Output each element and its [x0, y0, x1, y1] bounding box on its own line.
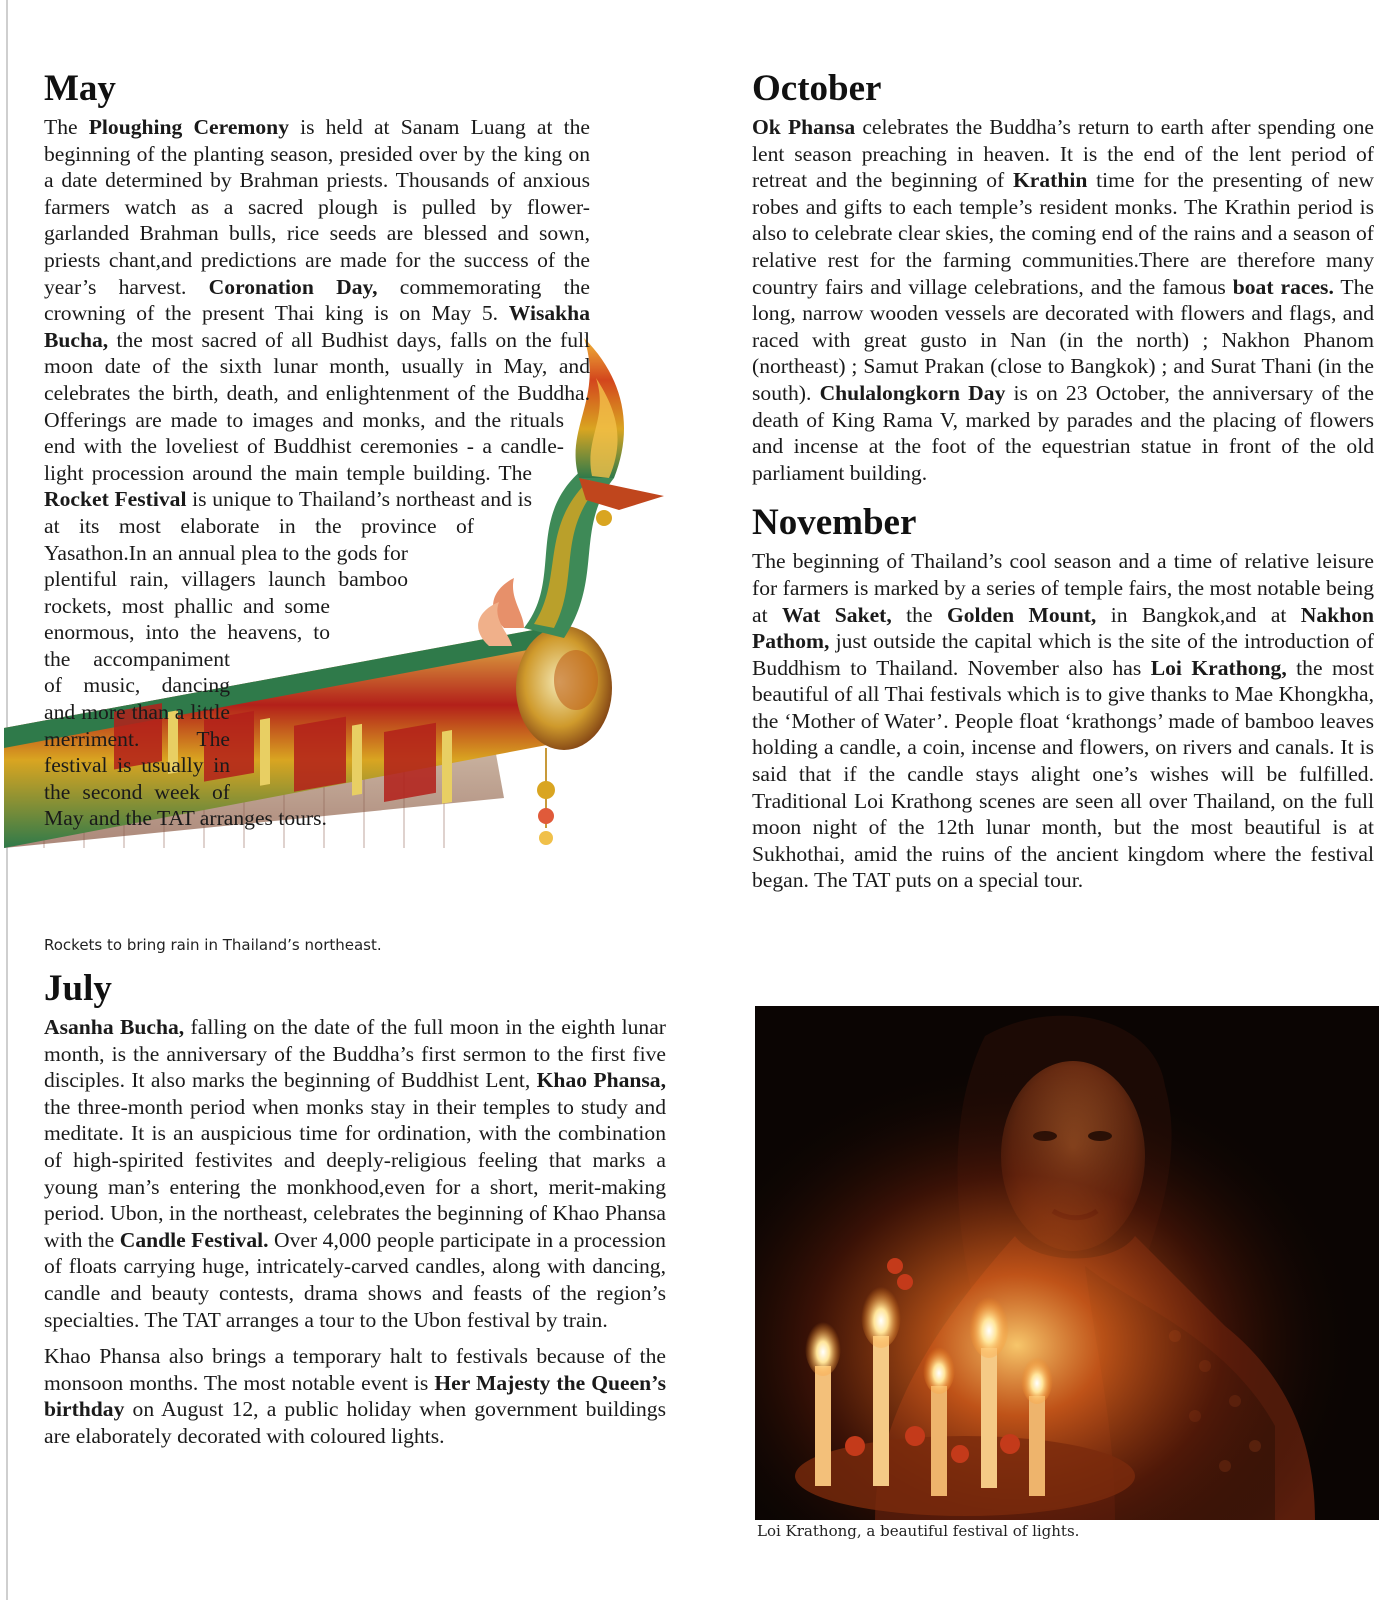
wat-saket-term: Wat Saket, — [781, 602, 892, 627]
chulalongkorn-day-term: Chulalongkorn Day — [819, 380, 1006, 405]
may-paragraph: The Ploughing Ceremony is held at Sanam Luang at the beginning of the planting season, presided over by the king on a date determined by Brahman priests. Thousands of anxious farmers watch as a sacred plough is pulled by flower-garlanded Brahman bulls, rice seeds are blessed and sown, priests chant,and predictions are made for the success of the year’s harvest. Coronation Day, commemorating the crowning of the present Thai king is on May 5. Wisakha Bucha, the most sacred of all Budhist days, falls on the full moon date of the sixth lunar month, usually in May, and celebrates the birth, death, and enlightenment of the Buddha. Offerings are made to images and monks, and the rituals end with the loveliest of Buddhist ceremonies - a candle-light procession around the main temple building. The Rocket Festival is unique to Thailand’s northeast and is at its most elaborate in the province of Yasathon.In an annual plea to the gods for plentiful rain, villagers launch bamboo rockets, most phallic and some enormous, into the heavens, to the accompaniment of music, dancing and more than a little merriment. The festival is usually in the second week of May and the TAT arranges tours. — [44, 115, 590, 831]
ploughing-ceremony-term: Ploughing Ceremony — [88, 115, 289, 139]
coronation-day-term: Coronation Day, — [208, 274, 378, 299]
july-paragraph-1: Asanha Bucha, falling on the date of the full moon in the eighth lunar month, is the anniversary of the Buddha’s first sermon to the first five disciples. It also marks the beginning of Buddhist Lent, Khao Phansa, the three-month period when monks stay in their temples to study and meditate. It is an auspicious time for ordination, with the combination of high-spirited festivites and deeply-religious feeling that marks a young man’s entering the monkhood,even for a short, merit-making period. Ubon, in the northeast, celebrates the beginning of Khao Phansa with the Candle Festival. Over 4,000 people participate in a procession of floats carrying huge, intricately-carved candles, along with dancing, candle and beauty contests, drama shows and feasts of the region’s specialties. The TAT arranges a tour to the Ubon festival by train. — [44, 1015, 667, 1332]
krathin-term: Krathin — [1013, 168, 1088, 193]
golden-mount-term: Golden Mount, — [946, 602, 1097, 627]
may-section — [44, 68, 666, 948]
july-heading: July — [44, 968, 112, 1009]
november-paragraph: The beginning of Thailand’s cool season and a time of relative leisure for farmers is marked by a series of temple fairs, the most notable being at Wat Saket, the Golden Mount, in Bangkok,and at Nakhon Pathom, just outside the capital which is the site of the introduction of Buddhism to Thailand. November also has Loi Krathong, the most beautiful of all Thai festivals which is to give thanks to Mae Khongkha, the ‘Mother of Water’. People float ‘krathongs’ made of bamboo leaves holding a candle, a coin, incense and flowers, on rivers and canals. It is said that if the candle stays alight one’s wishes will be fulfilled. Traditional Loi Krathong scenes are seen all over Thailand, on the full moon night of the 12th lunar month, but the most beautiful is at Sukhothai, amid the ruins of the ancient kingdom where the festival began. The TAT puts on a special tour. — [752, 549, 1375, 893]
right-column — [752, 68, 1374, 894]
loi-krathong-photo-caption: Loi Krathong, a beautiful festival of lights. — [757, 1522, 1080, 1540]
left-column — [44, 68, 666, 948]
november-section — [752, 502, 1374, 894]
boat-races-term: boat races. — [1232, 274, 1334, 299]
ok-phansa-term: Ok Phansa — [752, 115, 856, 139]
wisakha-bucha-term: Wisakha Bucha, — [44, 301, 590, 352]
loi-krathong-term: Loi Krathong, — [1150, 655, 1287, 680]
khao-phansa-term: Khao Phansa, — [536, 1068, 667, 1093]
nakhon-pathom-term: Nakhon Pathom, — [752, 602, 1375, 654]
candle-festival-term: Candle Festival. — [119, 1227, 269, 1252]
july-paragraph-2: Khao Phansa also brings a temporary halt to festivals because of the monsoon months. The most notable event is Her Majesty the Queen’s birthday on August 12, a public holiday when government buildings are elaborately decorated with coloured lights. — [44, 1344, 666, 1448]
november-heading: November — [752, 502, 917, 544]
may-heading: May — [44, 68, 116, 109]
october-paragraph: Ok Phansa celebrates the Buddha’s return to earth after spending one lent season preaching in heaven. It is the end of the lent period of retreat and the beginning of Krathin time for the presenting of new robes and gifts to each temple’s resident monks. The Krathin period is also to celebrate clear skies, the coming end of the rains and a season of relative rest for the farming communities.There are therefore many country fairs and village celebrations, and the famous boat races. The long, narrow wooden vessels are decorated with flowers and flags, and raced with great gusto in Nan (in the north) ; Nakhon Phanom (northeast) ; Samut Prakan (close to Bangkok) ; and Surat Thani (in the south). Chulalongkorn Day is on 23 October, the anniversary of the death of King Rama V, marked by parades and the placing of flowers and incense at the foot of the equestrian statue in front of the old parliament building. — [752, 115, 1375, 485]
asanha-bucha-term: Asanha Bucha, — [44, 1015, 185, 1039]
loi-krathong-photo — [755, 1006, 1379, 1520]
july-section — [44, 968, 666, 1450]
rocket-photo-caption: Rockets to bring rain in Thailand’s northeast. — [44, 936, 382, 954]
october-heading: October — [752, 68, 882, 109]
rocket-festival-term: Rocket Festival — [44, 487, 187, 512]
queens-birthday-term: Her Majesty the Queen’s birthday — [44, 1370, 666, 1422]
october-section — [752, 68, 1374, 486]
